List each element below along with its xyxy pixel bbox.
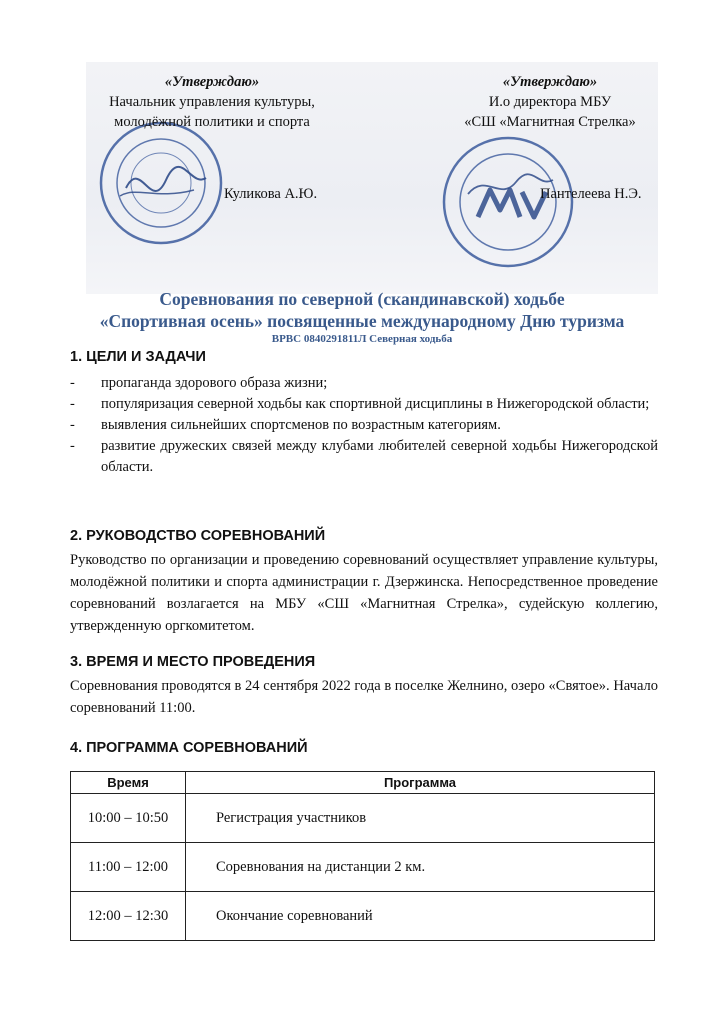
time-cell: 12:00 – 12:30 (71, 892, 186, 941)
approval-position: «СШ «Магнитная Стрелка» (464, 114, 636, 130)
program-cell: Регистрация участников (186, 794, 655, 843)
approval-heading: «Утверждаю» (164, 74, 260, 90)
table-header-row (71, 772, 655, 794)
signatory-name-right: Пантелеева Н.Э. (540, 186, 642, 202)
approval-block-left (92, 72, 332, 132)
section-heading-management: 2. РУКОВОДСТВО СОРЕВНОВАНИЙ (70, 528, 326, 544)
program-table (70, 771, 655, 941)
time-cell: 11:00 – 12:00 (71, 843, 186, 892)
management-paragraph: Руководство по организации и проведению соревнований осуществляет управление культуры, молодёжной политики и спорта администрации г. Дзержинска. Непосредственное проведение соревнований возлагается на МБУ «СШ «Магнитная Стрелка», судейскую коллегию, утвержденную оргкомитетом. (70, 552, 658, 634)
list-item: - развитие дружеских связей между клубами любителей северной ходьбы Нижегородской области. (70, 436, 658, 478)
program-cell: Соревнования на дистанции 2 км. (186, 843, 655, 892)
time-place-paragraph: Соревнования проводятся в 24 сентября 2022 года в поселке Желнино, озеро «Святое». Начало соревнований 11:00. (70, 678, 658, 716)
approval-position: молодёжной политики и спорта (114, 114, 310, 130)
column-header-program: Программа (186, 772, 655, 794)
approval-heading: «Утверждаю» (502, 74, 598, 90)
approval-position: И.о директора МБУ (488, 94, 612, 110)
column-header-time: Время (71, 772, 186, 794)
section-heading-goals: 1. ЦЕЛИ И ЗАДАЧИ (70, 349, 206, 365)
approval-position: Начальник управления культуры, (109, 94, 315, 110)
approval-block-right (430, 72, 670, 132)
event-code: ВРВС 0840291811Л Северная ходьба (271, 333, 453, 345)
list-item: - пропаганда здорового образа жизни; (70, 373, 658, 394)
time-cell: 10:00 – 10:50 (71, 794, 186, 843)
section-heading-program: 4. ПРОГРАММА СОРЕВНОВАНИЙ (70, 740, 308, 756)
section-heading-time-place: 3. ВРЕМЯ И МЕСТО ПРОВЕДЕНИЯ (70, 654, 316, 670)
table-row (71, 892, 655, 941)
program-cell: Окончание соревнований (186, 892, 655, 941)
document-title: Соревнования по северной (скандинавской) ходьбе (159, 289, 565, 309)
official-stamp-left (96, 118, 226, 248)
goals-list (70, 373, 658, 478)
table-row (71, 843, 655, 892)
document-subtitle: «Спортивная осень» посвященные международному Дню туризма (99, 311, 625, 331)
table-row (71, 794, 655, 843)
list-item: - выявления сильнейших спортсменов по возрастным категориям. (70, 415, 658, 436)
list-item: - популяризация северной ходьбы как спортивной дисциплины в Нижегородской области; (70, 394, 658, 415)
signatory-name-left: Куликова А.Ю. (224, 186, 318, 202)
